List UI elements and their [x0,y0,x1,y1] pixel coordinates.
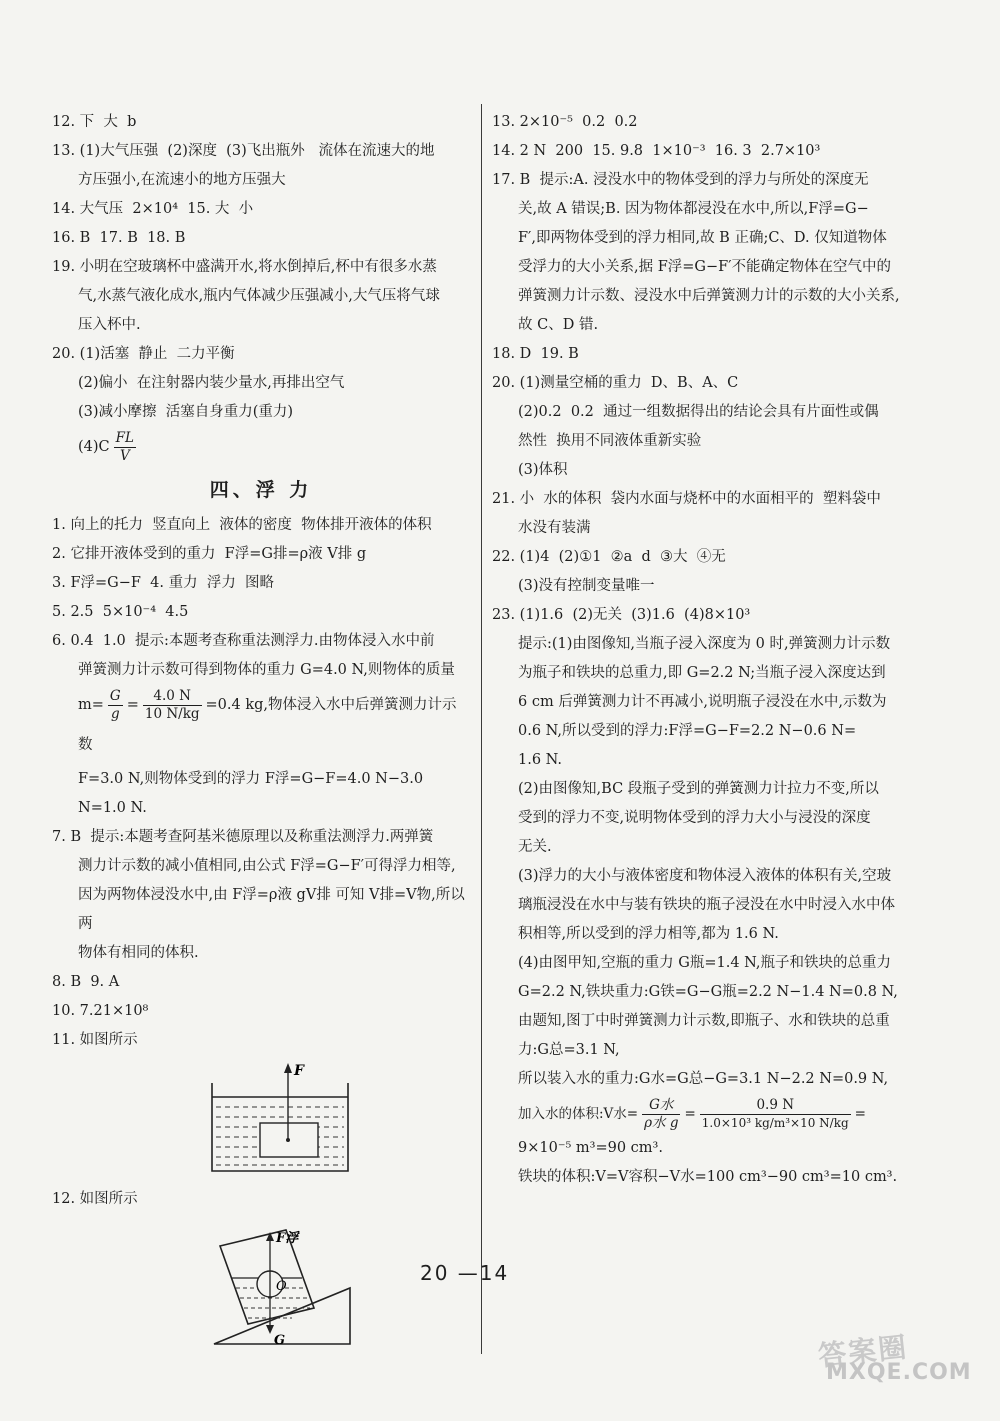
answer-line [492,1094,934,1134]
fraction [700,1097,851,1132]
fraction-numerator: G [109,687,121,704]
fraction-numerator: G水 [642,1097,680,1115]
watermark-url: MXQE.COM [826,1360,972,1385]
answer-line: 积相等,所以受到的浮力相等,都为 1.6 N. [518,926,779,942]
answer-line: 提示:(1)由图像知,当瓶子浸入深度为 0 时,弹簧测力计示数 [518,636,891,652]
answer-line: 7. B 提示:本题考查阿基米德原理以及称重法测浮力.两弹簧 [52,829,434,845]
answer-line: 10. 7.21×10⁸ [52,1003,149,1019]
answer-text: m= [78,697,104,713]
answer-line [52,427,470,467]
answer-line: 受到的浮力不变,说明物体受到的浮力大小与浸没的深度 [518,810,871,826]
answer-line: 23. (1)1.6 (2)无关 (3)1.6 (4)8×10³ [492,607,751,623]
answer-line: (2)偏小 在注射器内装少量水,再排出空气 [78,375,345,391]
answer-line: 20. (1)测量空桶的重力 D、B、A、C [492,375,739,391]
column-divider [481,104,482,1354]
fraction [642,1097,680,1132]
answer-line: 18. D 19. B [492,346,579,362]
fraction-denominator: g [110,705,120,722]
answer-line: 物体有相同的体积. [78,945,199,961]
answer-line: 弹簧测力计示数、浸没水中后弹簧测力计的示数的大小关系, [518,288,900,304]
watermark-logo: 答案圈 [816,1330,910,1373]
answer-line: 所以装入水的重力:G水=G总−G=3.1 N−2.2 N=0.9 N, [518,1071,889,1087]
answer-line: G=2.2 N,铁块重力:G铁=G−G瓶=2.2 N−1.4 N=0.8 N, [518,984,898,1000]
answer-line: 1. 向上的托力 竖直向上 液体的密度 物体排开液体的体积 [52,517,432,533]
answer-line: 14. 大气压 2×10⁴ 15. 大 小 [52,201,254,217]
fraction-numerator: 4.0 N [143,688,202,706]
fraction [143,688,202,723]
arrow-head [266,1325,274,1334]
fraction [108,688,123,723]
answer-line: 故 C、D 错. [518,317,599,333]
answer-line: 5. 2.5 5×10⁻⁴ 4.5 [52,604,189,620]
answer-line: 13. 2×10⁻⁵ 0.2 0.2 [492,114,638,130]
answer-text: = [126,697,139,713]
answer-line: 22. (1)4 (2)①1 ②a d ③大 ④无 [492,549,726,565]
answer-line: (2)由图像知,BC 段瓶子受到的弹簧测力计拉力不变,所以 [518,781,879,797]
force-label: F [294,1063,304,1079]
answer-line: 6 cm 后弹簧测力计不再减小,说明瓶子浸没在水中,示数为 [518,694,887,710]
buoyancy-label: F浮 [276,1231,299,1246]
answer-line: 1.6 N. [518,752,563,768]
gravity-label: G [274,1333,286,1348]
figure-buoyancy-incline [52,1220,452,1350]
answer-line: 8. B 9. A [52,974,120,990]
answer-line: 12. 如图所示 [52,1191,138,1207]
answer-line: (3)浮力的大小与液体密度和物体浸入液体的体积有关,空玻 [518,868,892,884]
answer-line: 因为两物体浸没水中,由 F浮=ρ液 gV排 可知 V排=V物,所以两 [78,887,465,932]
answer-line: 3. F浮=G−F 4. 重力 浮力 图略 [52,575,275,591]
answer-line: 由题知,图丁中时弹簧测力计示数,即瓶子、水和铁块的总重 [518,1013,890,1029]
answer-line: 气,水蒸气液化成水,瓶内气体减少压强减小,大气压将气球 [78,288,440,304]
answer-line: 19. 小明在空玻璃杯中盛满开水,将水倒掉后,杯中有很多水蒸 [52,259,437,275]
answer-line: 为瓶子和铁块的总重力,即 G=2.2 N;当瓶子浸入深度达到 [518,665,886,681]
answer-line: (4)由图甲知,空瓶的重力 G瓶=1.4 N,瓶子和铁块的总重力 [518,955,892,971]
answer-line [52,685,470,765]
page-number: 20 —14 [420,1261,510,1285]
fraction-denominator: ρ水 g [644,1115,679,1131]
arrow-head [284,1063,292,1073]
fraction-denominator: V [119,447,130,464]
answer-line: 然性 换用不同液体重新实验 [518,433,702,449]
answer-line: 16. B 17. B 18. B [52,230,186,246]
center-label: O [276,1279,287,1294]
answer-text: = [854,1106,866,1122]
answer-line: (3)没有控制变量唯一 [518,578,655,594]
fraction [114,430,136,465]
answer-line: 21. 小 水的体积 袋内水面与烧杯中的水面相平的 塑料袋中 [492,491,881,507]
answer-line: 璃瓶浸没在水中与装有铁块的瓶子浸没在水中时浸入水中体 [518,897,895,913]
answer-line: 受浮力的大小关系,据 F浮=G−F′不能确定物体在空气中的 [518,259,892,275]
answer-line: F′,即两物体受到的浮力相同,故 B 正确;C、D. 仅知道物体 [518,230,887,246]
answer-line: 测力计示数的减小值相同,由公式 F浮=G−F′可得浮力相等, [78,858,456,874]
answer-line: (3)体积 [518,462,568,478]
answer-text: =0.4 kg,物体浸入水中后弹簧测力计示数 [78,697,457,753]
answer-line: (3)减小摩擦 活塞自身重力(重力) [78,404,294,420]
answer-line: 11. 如图所示 [52,1032,138,1048]
answer-line: 6. 0.4 1.0 提示:本题考查称重法测浮力.由物体浸入水中前 [52,633,435,649]
answer-line: 方压强小,在流速小的地方压强大 [78,172,286,188]
answer-line: 铁块的体积:V=V容积−V水=100 cm³−90 cm³=10 cm³. [518,1169,898,1185]
answer-line: 9×10⁻⁵ m³=90 cm³. [518,1140,663,1156]
fraction-numerator: 0.9 N [700,1097,851,1115]
answer-line: 力:G总=3.1 N, [518,1042,620,1058]
answer-text: 加入水的体积:V水= [518,1106,639,1122]
fraction-numerator: FL [115,429,134,446]
answer-line: F=3.0 N,则物体受到的浮力 F浮=G−F=4.0 N−3.0 N=1.0 N. [78,771,428,816]
fraction-denominator: 1.0×10³ kg/m³×10 N/kg [701,1116,849,1130]
fraction-denominator: 10 N/kg [144,705,200,722]
answer-line: 14. 2 N 200 15. 9.8 1×10⁻³ 16. 3 2.7×10³ [492,143,821,159]
section-title: 四、浮 力 [209,479,313,501]
left-column [52,108,470,1356]
answer-line: 压入杯中. [78,317,141,333]
answer-line: 13. (1)大气压强 (2)深度 (3)飞出瓶外 流体在流速大的地 [52,143,435,159]
answer-line: 0.6 N,所以受到的浮力:F浮=G−F=2.2 N−0.6 N= [518,723,857,739]
answer-line: 无关. [518,839,552,855]
answer-line: 17. B 提示:A. 浸没水中的物体受到的浮力与所处的深度无 [492,172,869,188]
answer-line: 关,故 A 错误;B. 因为物体都浸没在水中,所以,F浮=G− [518,201,869,217]
answer-line: 弹簧测力计示数可得到物体的重力 G=4.0 N,则物体的质量 [78,662,455,678]
answer-line: 2. 它排开液体受到的重力 F浮=G排=ρ液 V排 g [52,546,367,562]
answer-text: (4)C [78,439,110,455]
figure-buoyancy-container [52,1061,452,1179]
answer-text: = [684,1106,696,1122]
answer-line: (2)0.2 0.2 通过一组数据得出的结论会具有片面性或偶 [518,404,879,420]
answer-line: 12. 下 大 b [52,114,137,130]
answer-line: 水没有装满 [518,520,591,536]
right-column [492,108,934,1192]
answer-line: 20. (1)活塞 静止 二力平衡 [52,346,235,362]
